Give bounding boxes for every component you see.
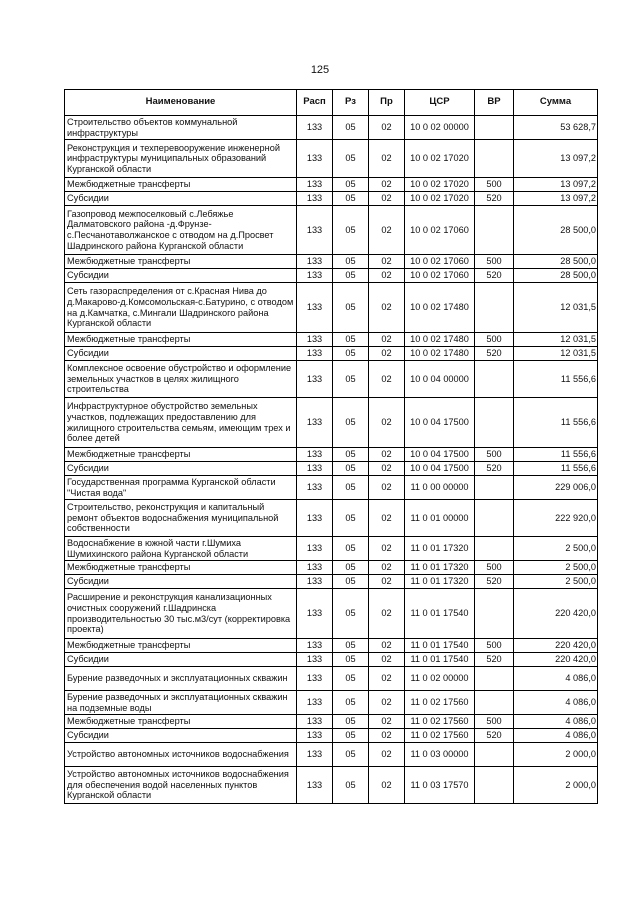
row-name: Устройство автономных источников водоснабжения для обеспечения водой населенных пунктов Курганской области (65, 767, 297, 804)
row-sum: 2 000,0 (514, 743, 598, 767)
table-row (65, 743, 598, 767)
row-csr: 11 0 02 17560 (405, 691, 475, 715)
row-vr (475, 476, 514, 500)
row-sum: 13 097,2 (514, 140, 598, 178)
row-name: Межбюджетные трансферты (65, 639, 297, 653)
row-sum: 4 086,0 (514, 729, 598, 743)
row-name: Расширение и реконструкция канализационных очистных сооружений г.Шадринска производительностью 30 тыс.м3/сут (корректировка проекта) (65, 589, 297, 639)
row-pr: 02 (369, 767, 405, 804)
table-row (65, 269, 598, 283)
row-csr: 11 0 02 17560 (405, 715, 475, 729)
row-rasp: 133 (297, 140, 333, 178)
row-name: Межбюджетные трансферты (65, 448, 297, 462)
row-csr: 11 0 03 17570 (405, 767, 475, 804)
row-pr: 02 (369, 743, 405, 767)
row-vr (475, 743, 514, 767)
row-name: Государственная программа Курганской области "Чистая вода" (65, 476, 297, 500)
row-name: Межбюджетные трансферты (65, 178, 297, 192)
table-row (65, 500, 598, 537)
row-rz: 05 (333, 575, 369, 589)
row-csr: 11 0 01 17540 (405, 653, 475, 667)
row-sum: 12 031,5 (514, 333, 598, 347)
table-row (65, 333, 598, 347)
row-sum: 2 500,0 (514, 537, 598, 561)
row-name: Бурение разведочных и эксплуатационных скважин (65, 667, 297, 691)
row-csr: 11 0 01 00000 (405, 500, 475, 537)
row-name: Субсидии (65, 192, 297, 206)
row-vr: 500 (475, 448, 514, 462)
table-header (65, 90, 598, 116)
row-vr (475, 398, 514, 448)
row-vr: 500 (475, 715, 514, 729)
row-vr: 500 (475, 255, 514, 269)
row-csr: 11 0 01 17320 (405, 537, 475, 561)
row-name: Субсидии (65, 462, 297, 476)
row-sum: 11 556,6 (514, 448, 598, 462)
header-rasp: Расп (297, 90, 333, 116)
row-csr: 10 0 04 00000 (405, 361, 475, 398)
row-csr: 10 0 02 17020 (405, 192, 475, 206)
table-row (65, 462, 598, 476)
row-csr: 10 0 02 17060 (405, 206, 475, 255)
row-csr: 10 0 04 17500 (405, 448, 475, 462)
row-vr (475, 537, 514, 561)
header-vr: ВР (475, 90, 514, 116)
table-row (65, 116, 598, 140)
row-rz: 05 (333, 283, 369, 333)
row-rasp: 133 (297, 537, 333, 561)
row-pr: 02 (369, 575, 405, 589)
row-vr: 520 (475, 462, 514, 476)
row-vr (475, 691, 514, 715)
row-csr: 10 0 02 17020 (405, 140, 475, 178)
row-name: Строительство, реконструкция и капитальный ремонт объектов водоснабжения муниципальной собственности (65, 500, 297, 537)
row-rz: 05 (333, 462, 369, 476)
row-rasp: 133 (297, 178, 333, 192)
row-pr: 02 (369, 561, 405, 575)
row-pr: 02 (369, 398, 405, 448)
row-sum: 4 086,0 (514, 691, 598, 715)
table-body (65, 116, 598, 804)
row-vr: 500 (475, 333, 514, 347)
row-sum: 220 420,0 (514, 589, 598, 639)
row-pr: 02 (369, 361, 405, 398)
row-vr (475, 283, 514, 333)
row-vr (475, 767, 514, 804)
row-vr (475, 667, 514, 691)
row-csr: 11 0 01 17320 (405, 575, 475, 589)
row-pr: 02 (369, 537, 405, 561)
row-sum: 28 500,0 (514, 206, 598, 255)
row-rz: 05 (333, 192, 369, 206)
table-row (65, 347, 598, 361)
row-vr: 500 (475, 561, 514, 575)
row-rasp: 133 (297, 653, 333, 667)
row-csr: 11 0 01 17540 (405, 639, 475, 653)
row-csr: 10 0 02 17020 (405, 178, 475, 192)
row-rasp: 133 (297, 269, 333, 283)
table-row (65, 283, 598, 333)
row-name: Газопровод межпоселковый с.Лебяжье Далматовского района -д.Фрунзе-с.Песчанотаволжанское с отводом на д.Просвет Шадринского района Курганской области (65, 206, 297, 255)
row-rasp: 133 (297, 206, 333, 255)
row-csr: 11 0 02 00000 (405, 667, 475, 691)
row-csr: 10 0 04 17500 (405, 462, 475, 476)
row-rz: 05 (333, 667, 369, 691)
row-csr: 10 0 02 00000 (405, 116, 475, 140)
row-pr: 02 (369, 729, 405, 743)
row-pr: 02 (369, 178, 405, 192)
row-csr: 11 0 03 00000 (405, 743, 475, 767)
row-rz: 05 (333, 589, 369, 639)
row-csr: 10 0 02 17060 (405, 255, 475, 269)
row-pr: 02 (369, 347, 405, 361)
row-pr: 02 (369, 116, 405, 140)
row-rz: 05 (333, 476, 369, 500)
row-rasp: 133 (297, 561, 333, 575)
table-row (65, 476, 598, 500)
row-rz: 05 (333, 561, 369, 575)
row-sum: 13 097,2 (514, 178, 598, 192)
row-rasp: 133 (297, 575, 333, 589)
row-pr: 02 (369, 667, 405, 691)
row-name: Межбюджетные трансферты (65, 561, 297, 575)
row-name: Бурение разведочных и эксплуатационных скважин на подземные воды (65, 691, 297, 715)
row-pr: 02 (369, 192, 405, 206)
table-row (65, 537, 598, 561)
row-rasp: 133 (297, 398, 333, 448)
row-pr: 02 (369, 476, 405, 500)
row-sum: 2 500,0 (514, 561, 598, 575)
row-name: Строительство объектов коммунальной инфраструктуры (65, 116, 297, 140)
header-csr: ЦСР (405, 90, 475, 116)
row-sum: 28 500,0 (514, 269, 598, 283)
row-rasp: 133 (297, 729, 333, 743)
row-sum: 222 920,0 (514, 500, 598, 537)
row-csr: 11 0 01 17540 (405, 589, 475, 639)
row-pr: 02 (369, 140, 405, 178)
table-row (65, 206, 598, 255)
row-csr: 10 0 04 17500 (405, 398, 475, 448)
row-vr: 520 (475, 729, 514, 743)
header-rz: Рз (333, 90, 369, 116)
row-vr: 520 (475, 575, 514, 589)
header-sum: Сумма (514, 90, 598, 116)
row-csr: 11 0 02 17560 (405, 729, 475, 743)
row-sum: 53 628,7 (514, 116, 598, 140)
row-pr: 02 (369, 589, 405, 639)
row-sum: 11 556,6 (514, 462, 598, 476)
row-sum: 13 097,2 (514, 192, 598, 206)
table-row (65, 667, 598, 691)
row-rasp: 133 (297, 500, 333, 537)
table-row (65, 639, 598, 653)
row-csr: 10 0 02 17480 (405, 333, 475, 347)
row-name: Инфраструктурное обустройство земельных участков, подлежащих предоставлению для жилищного строительства семьям, имеющим трех и более детей (65, 398, 297, 448)
row-rasp: 133 (297, 743, 333, 767)
row-sum: 12 031,5 (514, 283, 598, 333)
row-pr: 02 (369, 715, 405, 729)
row-pr: 02 (369, 283, 405, 333)
page-number: 125 (310, 64, 330, 76)
row-pr: 02 (369, 269, 405, 283)
row-sum: 28 500,0 (514, 255, 598, 269)
table-row (65, 767, 598, 804)
row-name: Субсидии (65, 729, 297, 743)
row-vr (475, 140, 514, 178)
table-row (65, 140, 598, 178)
row-rasp: 133 (297, 667, 333, 691)
row-csr: 10 0 02 17480 (405, 347, 475, 361)
row-vr (475, 500, 514, 537)
row-rz: 05 (333, 448, 369, 462)
row-rz: 05 (333, 361, 369, 398)
row-sum: 4 086,0 (514, 715, 598, 729)
row-sum: 11 556,6 (514, 361, 598, 398)
row-pr: 02 (369, 691, 405, 715)
row-sum: 229 006,0 (514, 476, 598, 500)
row-name: Устройство автономных источников водоснабжения (65, 743, 297, 767)
table-row (65, 361, 598, 398)
row-rasp: 133 (297, 192, 333, 206)
row-rz: 05 (333, 255, 369, 269)
table-row (65, 561, 598, 575)
row-name: Межбюджетные трансферты (65, 255, 297, 269)
row-rasp: 133 (297, 476, 333, 500)
table-row (65, 589, 598, 639)
table-row (65, 691, 598, 715)
row-rasp: 133 (297, 639, 333, 653)
table-row (65, 575, 598, 589)
table-row (65, 715, 598, 729)
row-rz: 05 (333, 691, 369, 715)
row-rz: 05 (333, 178, 369, 192)
row-sum: 220 420,0 (514, 653, 598, 667)
row-name: Водоснабжение в южной части г.Шумиха Шумихинского района Курганской области (65, 537, 297, 561)
row-name: Субсидии (65, 653, 297, 667)
table-row (65, 448, 598, 462)
table-row (65, 192, 598, 206)
row-pr: 02 (369, 206, 405, 255)
row-rasp: 133 (297, 448, 333, 462)
row-rz: 05 (333, 743, 369, 767)
row-vr: 520 (475, 192, 514, 206)
row-csr: 11 0 01 17320 (405, 561, 475, 575)
row-pr: 02 (369, 333, 405, 347)
row-rasp: 133 (297, 116, 333, 140)
table-row (65, 255, 598, 269)
row-vr: 500 (475, 639, 514, 653)
row-name: Межбюджетные трансферты (65, 333, 297, 347)
row-vr: 520 (475, 653, 514, 667)
row-sum: 11 556,6 (514, 398, 598, 448)
row-rz: 05 (333, 767, 369, 804)
row-sum: 4 086,0 (514, 667, 598, 691)
row-vr: 500 (475, 178, 514, 192)
row-pr: 02 (369, 653, 405, 667)
row-pr: 02 (369, 639, 405, 653)
table-row (65, 653, 598, 667)
row-csr: 11 0 00 00000 (405, 476, 475, 500)
row-name: Межбюджетные трансферты (65, 715, 297, 729)
row-rz: 05 (333, 500, 369, 537)
row-pr: 02 (369, 448, 405, 462)
row-rz: 05 (333, 653, 369, 667)
row-csr: 10 0 02 17060 (405, 269, 475, 283)
row-rz: 05 (333, 206, 369, 255)
row-vr (475, 361, 514, 398)
row-pr: 02 (369, 500, 405, 537)
row-sum: 2 500,0 (514, 575, 598, 589)
row-rasp: 133 (297, 255, 333, 269)
row-rasp: 133 (297, 462, 333, 476)
row-rz: 05 (333, 715, 369, 729)
row-rasp: 133 (297, 283, 333, 333)
row-rz: 05 (333, 537, 369, 561)
row-rasp: 133 (297, 361, 333, 398)
row-rasp: 133 (297, 767, 333, 804)
table-row (65, 178, 598, 192)
row-rasp: 133 (297, 589, 333, 639)
row-vr: 520 (475, 269, 514, 283)
row-vr (475, 206, 514, 255)
row-rz: 05 (333, 116, 369, 140)
row-name: Реконструкция и техперевооружение инженерной инфраструктуры муниципальных образований Курганской области (65, 140, 297, 178)
header-pr: Пр (369, 90, 405, 116)
row-rz: 05 (333, 333, 369, 347)
header-name: Наименование (65, 90, 297, 116)
row-rz: 05 (333, 269, 369, 283)
row-rz: 05 (333, 140, 369, 178)
row-rasp: 133 (297, 691, 333, 715)
row-vr (475, 589, 514, 639)
row-rz: 05 (333, 639, 369, 653)
row-name: Сеть газораспределения от с.Красная Нива до д.Макарово-д.Комсомольская-с.Батурино, с отводом на д.Камчатка, с.Мингали Шадринского района Курганской области (65, 283, 297, 333)
row-rz: 05 (333, 729, 369, 743)
row-rz: 05 (333, 398, 369, 448)
row-sum: 220 420,0 (514, 639, 598, 653)
row-vr: 520 (475, 347, 514, 361)
row-name: Субсидии (65, 575, 297, 589)
row-name: Комплексное освоение обустройство и оформление земельных участков в целях жилищного строительства (65, 361, 297, 398)
budget-table (64, 89, 598, 804)
table-row (65, 729, 598, 743)
row-csr: 10 0 02 17480 (405, 283, 475, 333)
row-rasp: 133 (297, 347, 333, 361)
row-sum: 12 031,5 (514, 347, 598, 361)
row-pr: 02 (369, 255, 405, 269)
row-rasp: 133 (297, 715, 333, 729)
row-rz: 05 (333, 347, 369, 361)
row-sum: 2 000,0 (514, 767, 598, 804)
table-row (65, 398, 598, 448)
row-vr (475, 116, 514, 140)
row-name: Субсидии (65, 269, 297, 283)
row-name: Субсидии (65, 347, 297, 361)
row-rasp: 133 (297, 333, 333, 347)
row-pr: 02 (369, 462, 405, 476)
